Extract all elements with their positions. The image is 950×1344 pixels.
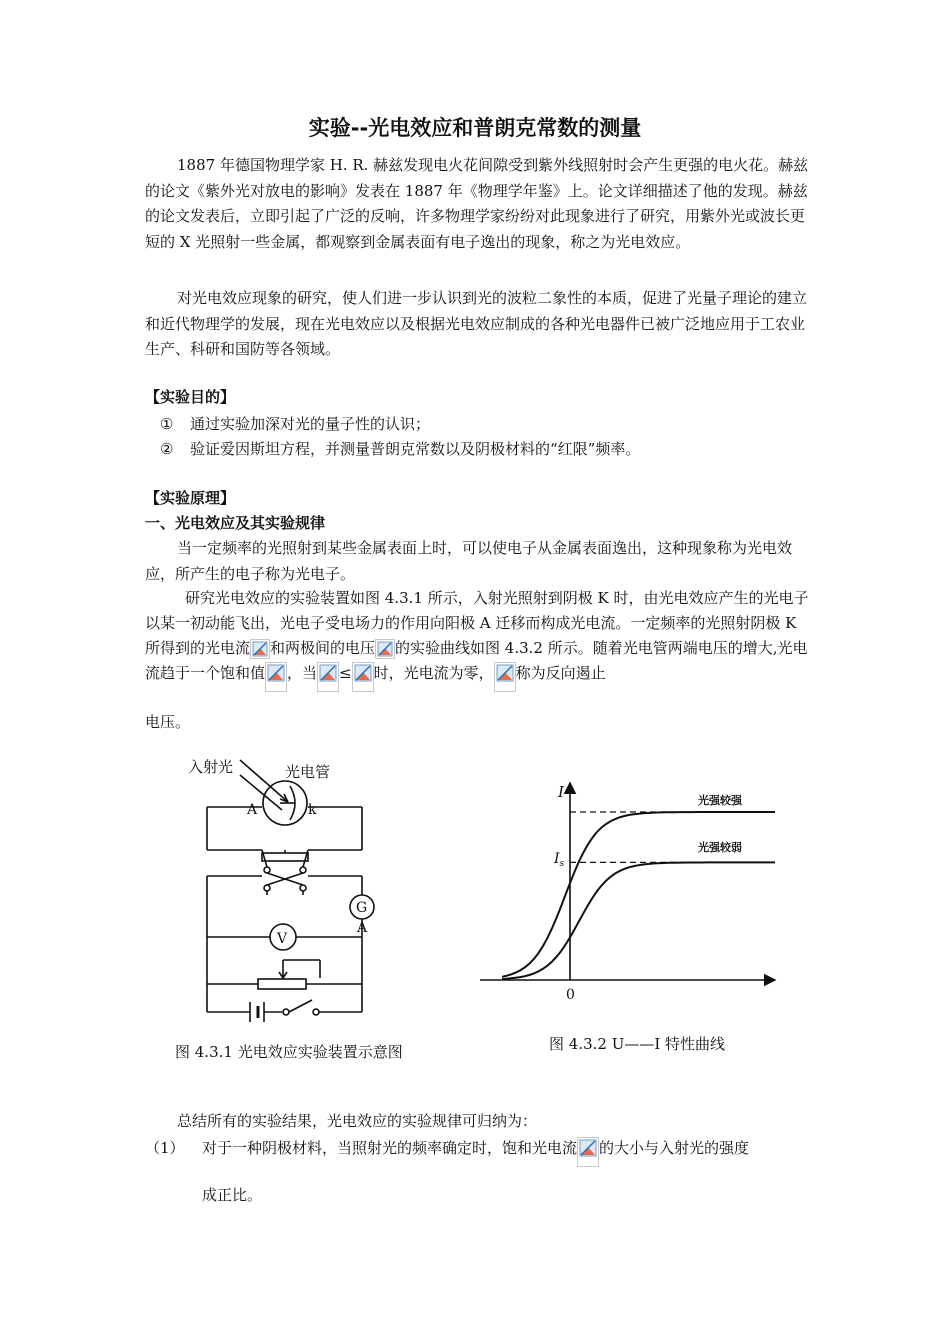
intro-paragraph-1: 1887 年德国物理学家 H. R. 赫兹发现电火花间隙受到紫外线照射时会产生更强的电火花。赫兹的论文《紫外光对放电的影响》发表在 1887 年《物理学年鉴》上。论文详细描述了他的发现。赫兹的论文发表后，立即引起了广泛的反响，许多物理学家纷纷对此现象进行了研究，用紫外光或波长更短的 X 光照射一些金属，都观察到金属表面有电子逸出的现象，称之为光电效应。 xyxy=(145,156,809,251)
figure2-caption: 图 4.3.2 U——I 特性曲线 xyxy=(549,1035,726,1053)
is-label: $I_s$ xyxy=(554,851,565,869)
legend-strong: 光强较强 xyxy=(698,794,742,807)
image-placeholder-icon xyxy=(577,1137,599,1167)
image-placeholder-icon xyxy=(494,662,516,692)
document-title: 实验--光电效应和普朗克常数的测量 xyxy=(308,116,642,140)
summary-paragraph: 总结所有的实验结果，光电效应的实验规律可归纳为： xyxy=(177,1112,538,1130)
image-placeholder-icon xyxy=(250,639,270,659)
galvanometer-label: G xyxy=(356,900,368,916)
purpose-item-2: ② 验证爱因斯坦方程，并测量普朗克常数以及阴极材料的“红限”频率。 xyxy=(160,440,641,458)
image-placeholder-icon xyxy=(352,662,374,692)
principle-heading: 【实验原理】 xyxy=(145,489,236,507)
summary-item-1-end: 成正比。 xyxy=(202,1186,263,1204)
principle-subheading: 一、光电效应及其实验规律 xyxy=(145,514,326,532)
cathode-label: k xyxy=(308,802,317,818)
image-placeholder-icon xyxy=(317,662,339,692)
figure1-caption: 图 4.3.1 光电效应实验装置示意图 xyxy=(175,1043,403,1061)
legend-weak: 光强较弱 xyxy=(698,841,742,854)
series-line-strong xyxy=(502,812,775,977)
circuit-diagram xyxy=(170,750,410,1040)
iv-characteristic-chart xyxy=(470,775,790,1015)
principle-paragraph-1: 当一定频率的光照射到某些金属表面上时，可以使电子从金属表面逸出，这种现象称为光电效应，所产生的电子称为光电子。 xyxy=(145,539,793,583)
origin-label: 0 xyxy=(566,987,575,1003)
purpose-item-1: ① 通过实验加深对光的量子性的认识； xyxy=(160,415,431,433)
summary-item-1: （1） 对于一种阴极材料，当照射光的频率确定时，饱和光电流 的大小与入射光的强度 xyxy=(145,1136,749,1167)
image-placeholder-icon xyxy=(375,639,395,659)
series-line-weak xyxy=(502,862,775,979)
anode-label: A xyxy=(247,802,258,818)
image-placeholder-icon xyxy=(265,662,287,692)
y-axis-label: I xyxy=(558,783,564,801)
intro-paragraph-2: 对光电效应现象的研究，使人们进一步认识到光的波粒二象性的本质，促进了光量子理论的建立和近代物理学的发展，现在光电效应以及根据光电效应制成的各种光电器件已被广泛地应用于工农业生产、科研和国防等各领域。 xyxy=(145,289,808,358)
incident-light-label: 入射光 xyxy=(188,758,234,776)
galvanometer-a-label: A xyxy=(357,920,368,936)
principle-paragraph-2-end: 电压。 xyxy=(145,713,191,731)
principle-paragraph-2: 研究光电效应的实验装置如图 4.3.1 所示，入射光照射到阴极 K 时，由光电效应产生的光电子以某一初动能飞出，光电子受电场力的作用向阳极 A 迁移而构成光电流。一定频率的光照射阴极 K 所得到的光电流 和两极间的电压 的实验曲线如图 4.3.2 所示。随着光电管两端电压的增大,光电流趋于一个饱和值 ，当 ≤ 时，光电流为零， 称为反向遏止 xyxy=(145,586,810,692)
voltmeter-label: V xyxy=(277,931,288,947)
phototube-label: 光电管 xyxy=(285,763,331,781)
purpose-heading: 【实验目的】 xyxy=(145,388,236,406)
